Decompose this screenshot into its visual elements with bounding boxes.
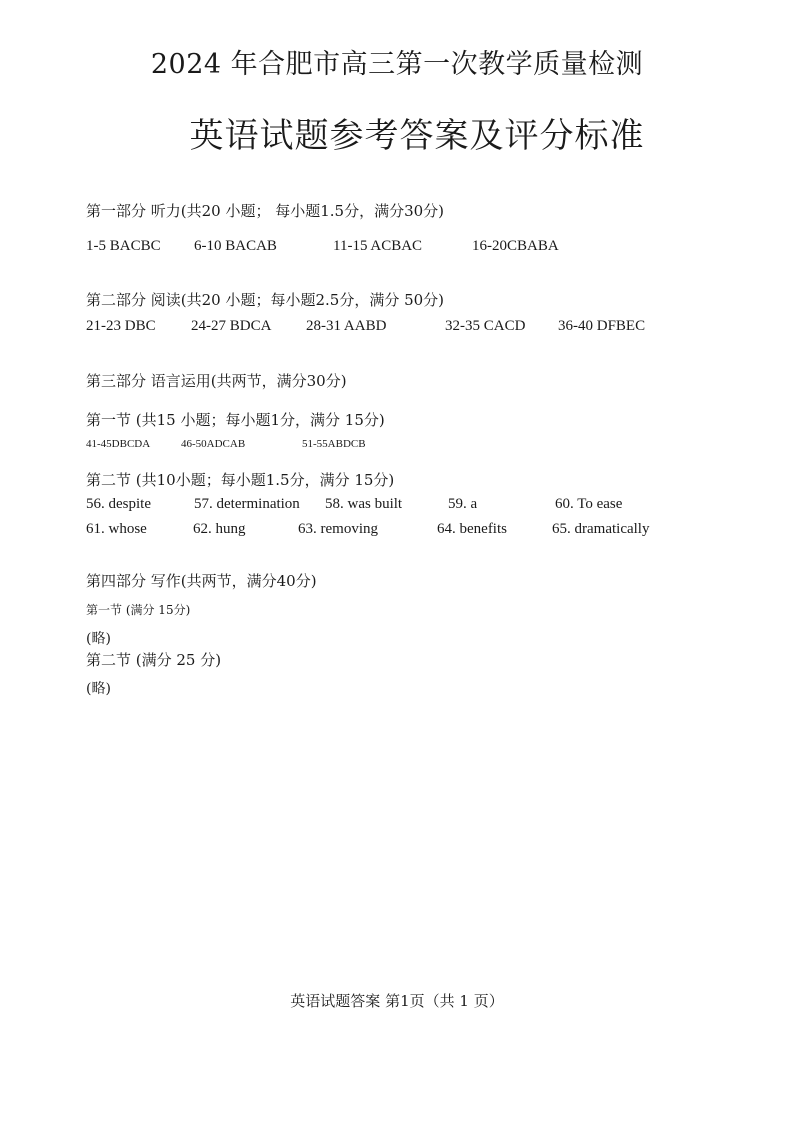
part1-answer: 6-10 BACAB (194, 238, 277, 254)
part2-answer: 21-23 DBC (86, 318, 156, 334)
part2-answer: 32-35 CACD (445, 318, 526, 334)
part2-answer: 28-31 AABD (306, 318, 387, 334)
part3-section1-answer: 46-50ADCAB (181, 438, 246, 450)
part3-section1-heading: 第一节 (共15 小题；每小题1分，满分 15分) (86, 411, 385, 429)
part3-section2-answer: 60. To ease (555, 496, 623, 512)
part2-answer: 36-40 DFBEC (558, 318, 646, 334)
page-footer: 英语试题答案 第1页（共 1 页） (290, 992, 504, 1010)
part4-section1-content: (略) (86, 631, 111, 647)
part4-section2-content: (略) (86, 681, 111, 697)
part3-section2-answer: 57. determination (194, 496, 300, 512)
part3-section1-answer: 51-55ABDCB (302, 438, 366, 450)
part1-heading: 第一部分 听力(共20 小题； 每小题1.5分，满分30分) (86, 202, 445, 220)
part4-section2-heading: 第二节 (满分 25 分) (86, 651, 222, 669)
part3-section2-answer: 59. a (448, 496, 478, 512)
part1-answer: 1-5 BACBC (86, 238, 161, 254)
part3-section2-answer: 65. dramatically (552, 521, 650, 537)
part3-section2-answer: 56. despite (86, 496, 151, 512)
part3-section2-answer: 58. was built (325, 496, 403, 512)
part2-heading: 第二部分 阅读(共20 小题；每小题2.5分，满分 50分) (86, 291, 445, 309)
part3-heading: 第三部分 语言运用(共两节，满分30分) (86, 372, 347, 390)
part3-section2-answer: 63. removing (298, 521, 378, 537)
part4-section1-heading: 第一节 (满分 15分) (86, 603, 191, 617)
part3-section2-answer: 64. benefits (437, 521, 507, 537)
part3-section1-answer: 41-45DBCDA (86, 438, 151, 450)
document-title: 2024 年合肥市高三第一次教学质量检测 (150, 49, 644, 80)
part3-section2-answer: 62. hung (193, 521, 246, 537)
part1-answer: 11-15 ACBAC (333, 238, 423, 254)
part1-answer: 16-20CBABA (472, 238, 559, 254)
part3-section2-answer: 61. whose (86, 521, 147, 537)
document-subtitle: 英语试题参考答案及评分标准 (189, 116, 645, 156)
part3-section2-heading: 第二节 (共10小题；每小题1.5分，满分 15分) (86, 471, 395, 489)
part4-heading: 第四部分 写作(共两节，满分40分) (86, 572, 317, 590)
part2-answer: 24-27 BDCA (191, 318, 272, 334)
